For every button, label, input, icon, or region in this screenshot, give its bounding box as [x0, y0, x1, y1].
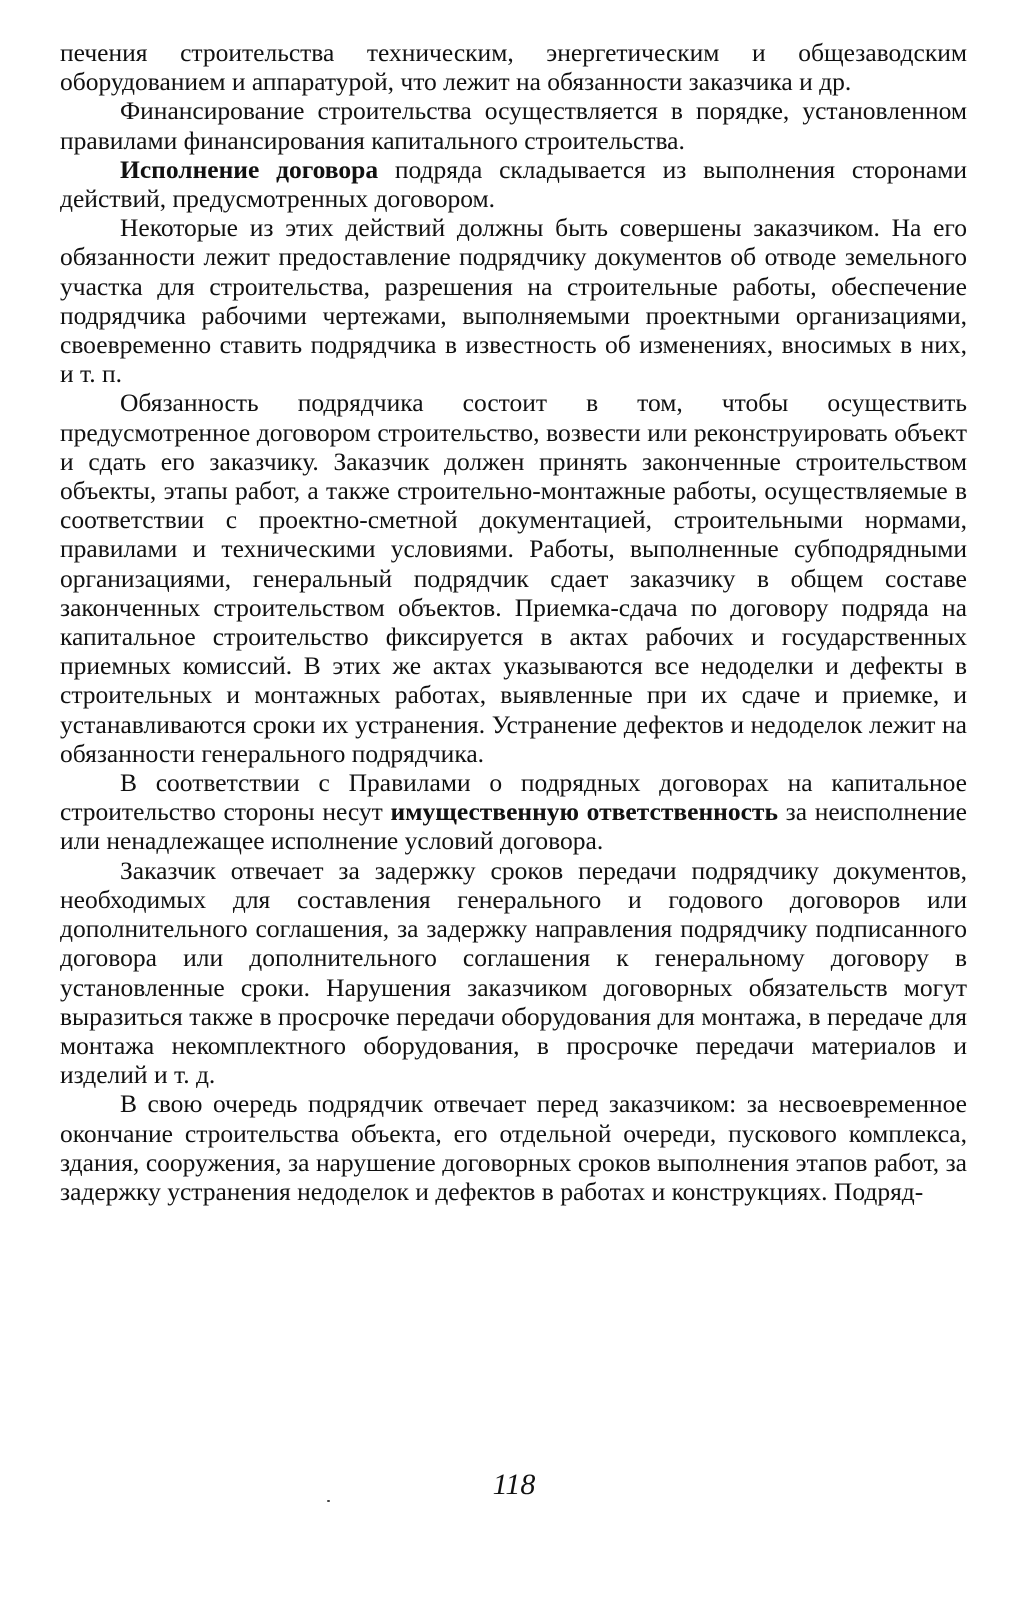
paragraph-p8 — [60, 1089, 967, 1206]
paragraph-p7 — [60, 856, 967, 1090]
paragraph-p2 — [60, 96, 967, 154]
paragraph-text: В свою очередь подрядчик отвечает перед заказчиком: за несвоевременное окончание строительства объекта, его отдельной очереди, пускового комплекса, здания, сооружения, за нарушение договорных сроков выполнения этапов работ, за задержку устранения недоделок и дефектов в работах и конструкциях. Подряд- — [60, 1089, 967, 1206]
paragraph-p5 — [60, 388, 967, 768]
paragraph-text: подряда складывается из выполнения сторонами действий, предусмотренных договором. — [60, 154, 967, 214]
paragraph-text: Финансирование строительства осуществляется в порядке, установленном правилами финансирования капитального строительства. — [60, 96, 967, 155]
paragraph-text: за неисполнение или ненадлежащее исполнение условий договора. — [60, 797, 967, 856]
bold-term: Исполнение договора — [120, 154, 379, 184]
paragraph-text: Заказчик отвечает за задержку сроков передачи подрядчику документов, необходимых для составления генерального и годового договоров или дополнительного соглашения, за задержку направления подрядчику подписанного договора или дополнительного соглашения к генеральному договору в установленные сроки. Нарушения заказчиком договорных обязательств могут выразиться также в просрочке передачи оборудования для монтажа, в передаче для монтажа некомплектного оборудования, в просрочке передачи материалов и изделий и т. д. — [60, 855, 967, 1090]
paragraph-p6 — [60, 768, 967, 856]
print-speck — [327, 1500, 330, 1502]
paragraph-text: Некоторые из этих действий должны быть совершены заказчиком. На его обязанности лежит предоставление подрядчику документов об отводе земельного участка для строительства, разрешения на строительные работы, обеспечение подрядчика рабочими чертежами, выполняемыми проектными организациями, своевременно ставить подрядчика в известность об изменениях, вносимых в них, и т. п. — [60, 213, 967, 389]
paragraph-p1 — [60, 38, 967, 96]
paragraph-text: печения строительства техническим, энергетическим и общезаводским оборудованием и аппаратурой, что лежит на обязанности заказчика и др. — [60, 38, 967, 97]
paragraph-p3 — [60, 155, 967, 213]
paragraph-p4 — [60, 213, 967, 388]
bold-term: имущественную ответственность — [390, 797, 778, 827]
paragraph-text: Обязанность подрядчика состоит в том, чтобы осуществить предусмотренное договором строительство, возвести или реконструировать объект и сдать его заказчику. Заказчик должен принять законченные строительством объекты, этапы работ, а также строительно-монтажные работы, осуществляемые в соответствии с проектно-сметной документацией, строительными нормами, правилами и техническими условиями. Работы, выполненные субподрядными организациями, генеральный подрядчик сдает заказчику в общем составе законченных строительством объектов. Приемка-сдача по договору подряда на капитальное строительство фиксируется в актах рабочих и государственных приемных комиссий. В этих же актах указываются все недоделки и дефекты в строительных и монтажных работах, выявленные при их сдаче и приемке, и устанавливаются сроки их устранения. Устранение дефектов и недоделок лежит на обязанности генерального подрядчика. — [60, 388, 967, 768]
paragraph-text: В соответствии с Правилами о подрядных договорах на капитальное строительство стороны несут — [60, 768, 967, 827]
page-number: 118 — [492, 1468, 536, 1501]
page-body — [60, 38, 967, 1206]
